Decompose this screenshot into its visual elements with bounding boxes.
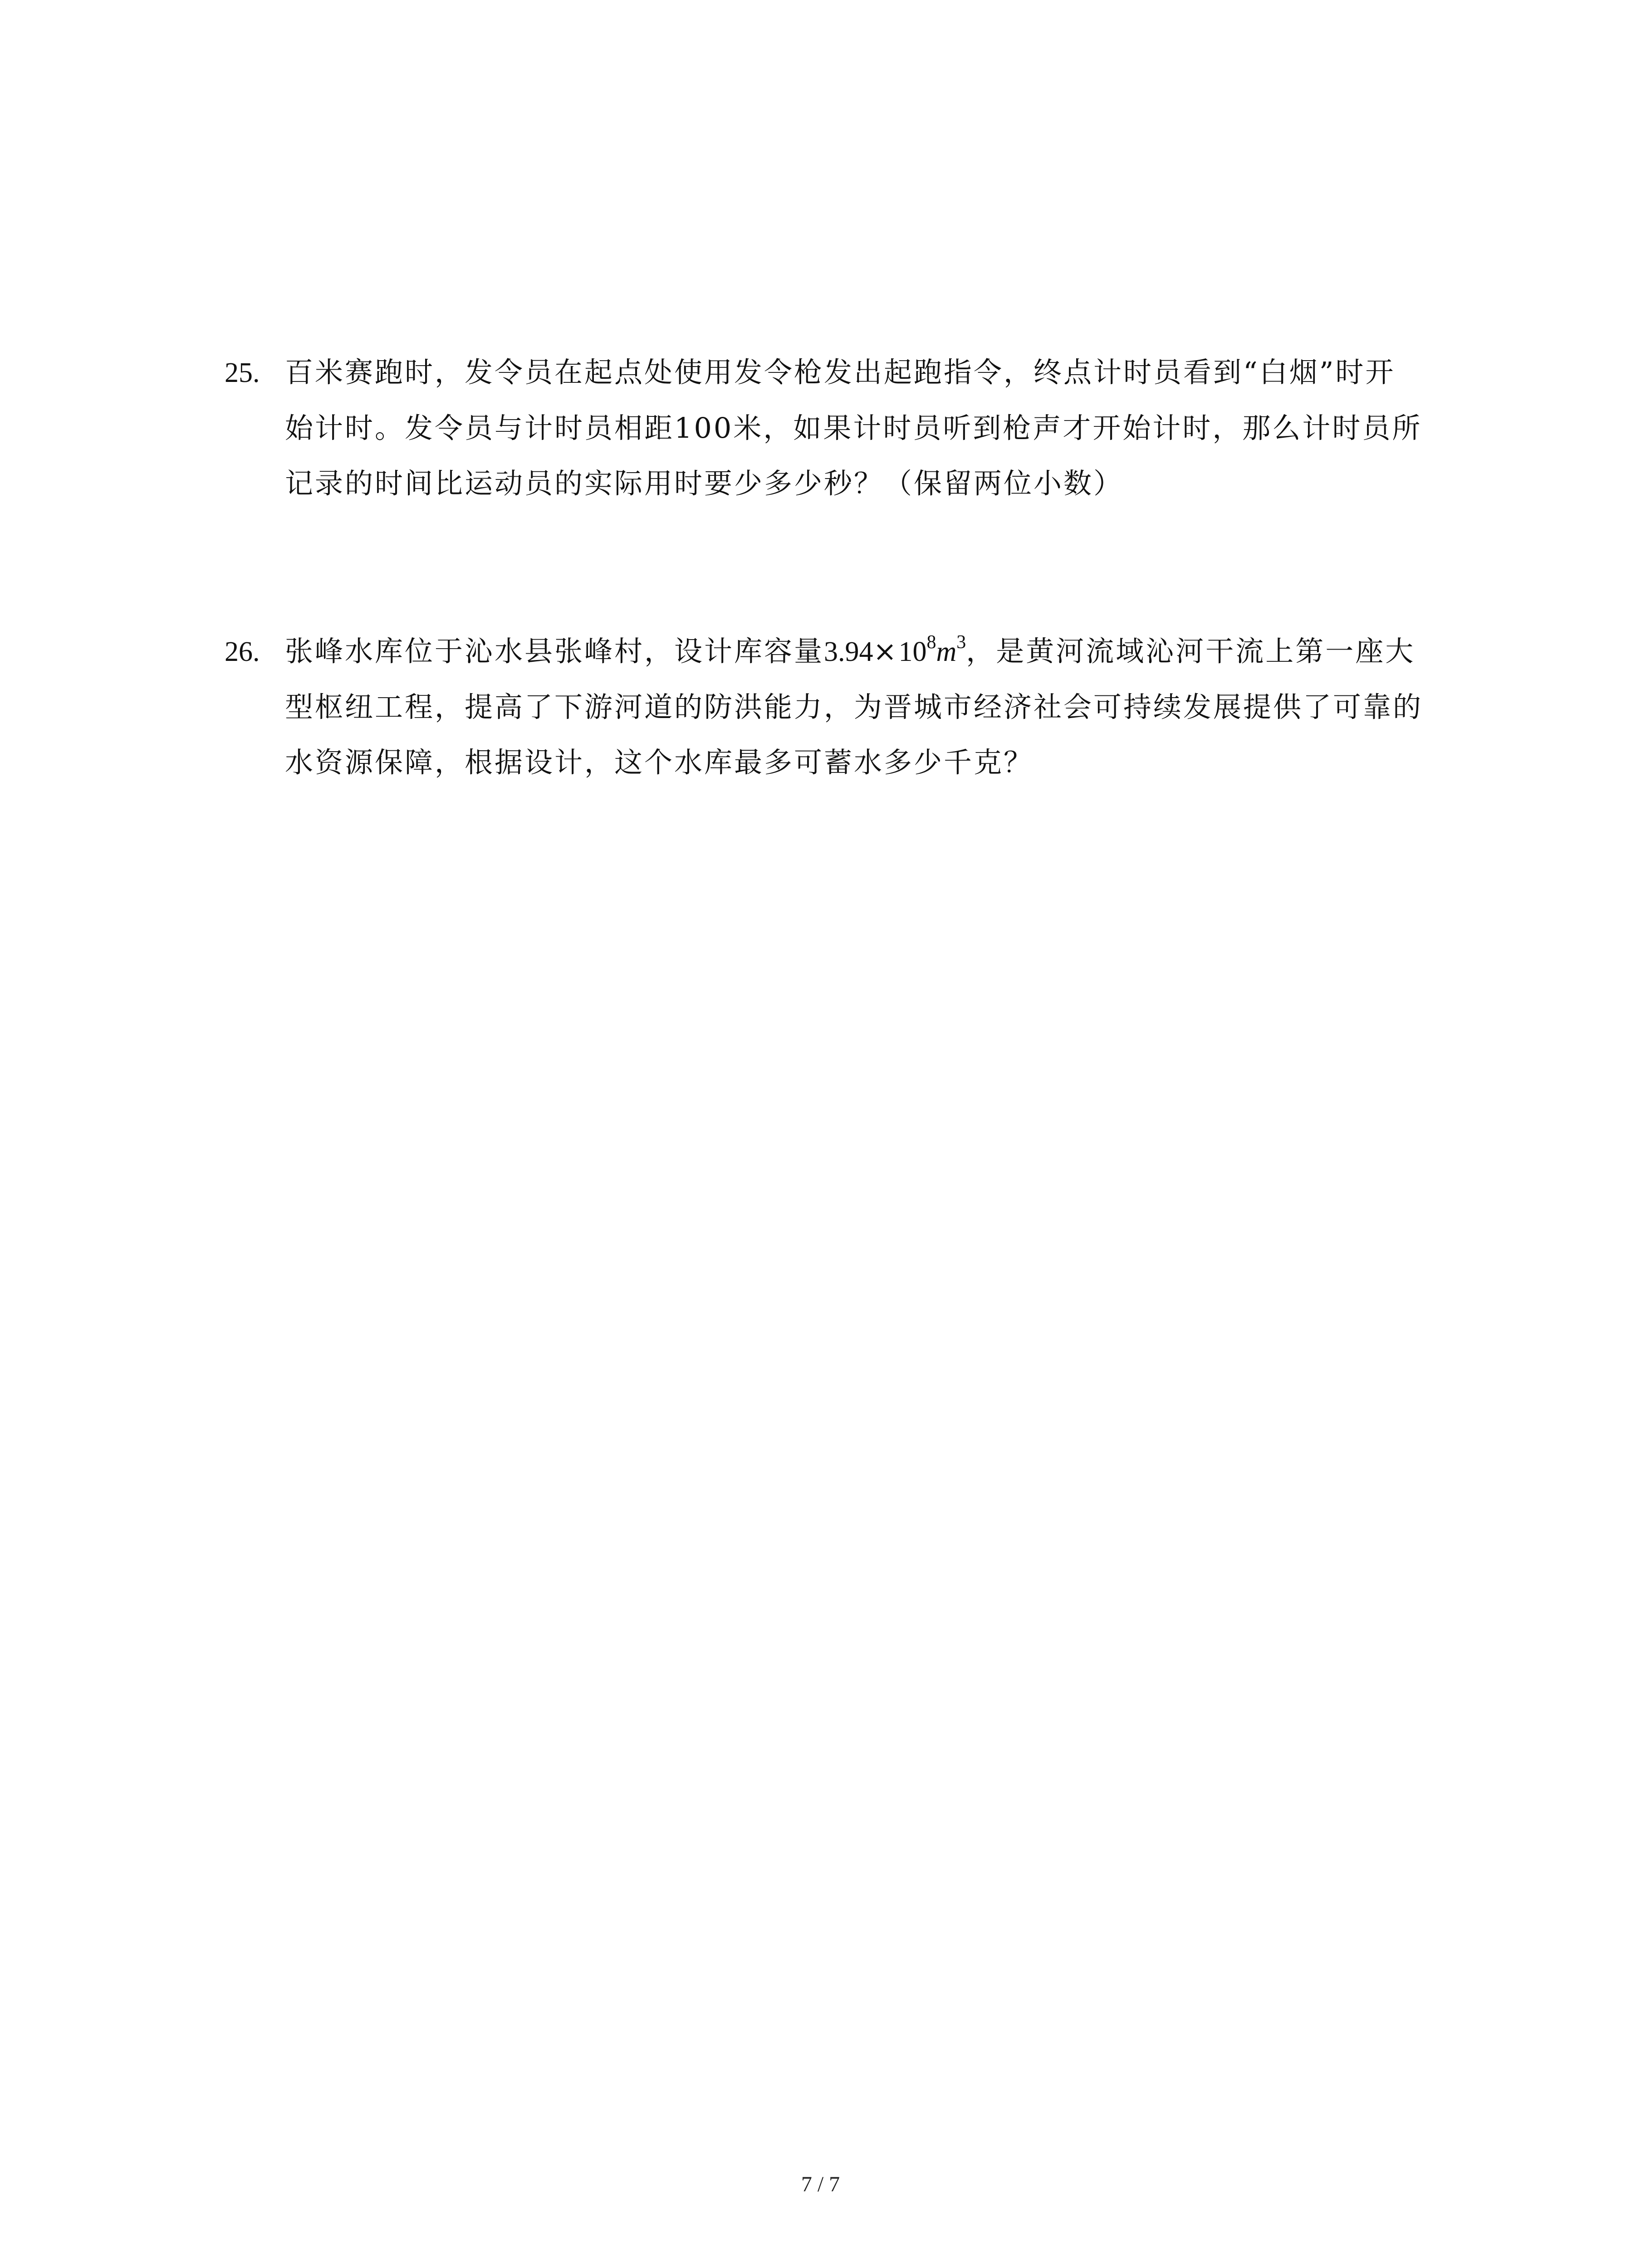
unit-symbol: m [936, 636, 957, 667]
question-26-text-before: 张峰水库位于沁水县张峰村，设计库容量 [285, 635, 824, 668]
question-25-line-1 [225, 345, 1459, 401]
question-26-line-3: 水资源保障，根据设计，这个水库最多可蓄水多少千克？ [285, 746, 1034, 779]
question-25-line-3: 记录的时间比运动员的实际用时要少多少秒？（保留两位小数） [285, 467, 1124, 500]
question-25 [225, 345, 1459, 511]
question-26 [225, 624, 1459, 790]
page-number: 7 / 7 [801, 2172, 840, 2196]
times-sign: × [873, 635, 899, 668]
question-26-text-after: ，是黄河流域沁河干流上第一座大 [966, 635, 1416, 668]
unit-exponent: 3 [956, 632, 966, 653]
capacity-coefficient: 3.94 [824, 636, 873, 667]
question-26-line-1 [225, 624, 1459, 679]
power-base: 10 [898, 636, 927, 667]
question-26-number: 26. [225, 636, 260, 667]
question-25-text-1: 百米赛跑时，发令员在起点处使用发令枪发出起跑指令，终点计时员看到“白烟”时开 [285, 356, 1396, 389]
question-26-line-2: 型枢纽工程，提高了下游河道的防洪能力，为晋城市经济社会可持续发展提供了可靠的 [285, 690, 1423, 723]
question-25-line-2: 始计时。发令员与计时员相距100米，如果计时员听到枪声才开始计时，那么计时员所 [285, 411, 1422, 445]
question-25-number: 25. [225, 357, 260, 388]
power-exponent: 8 [926, 632, 936, 653]
